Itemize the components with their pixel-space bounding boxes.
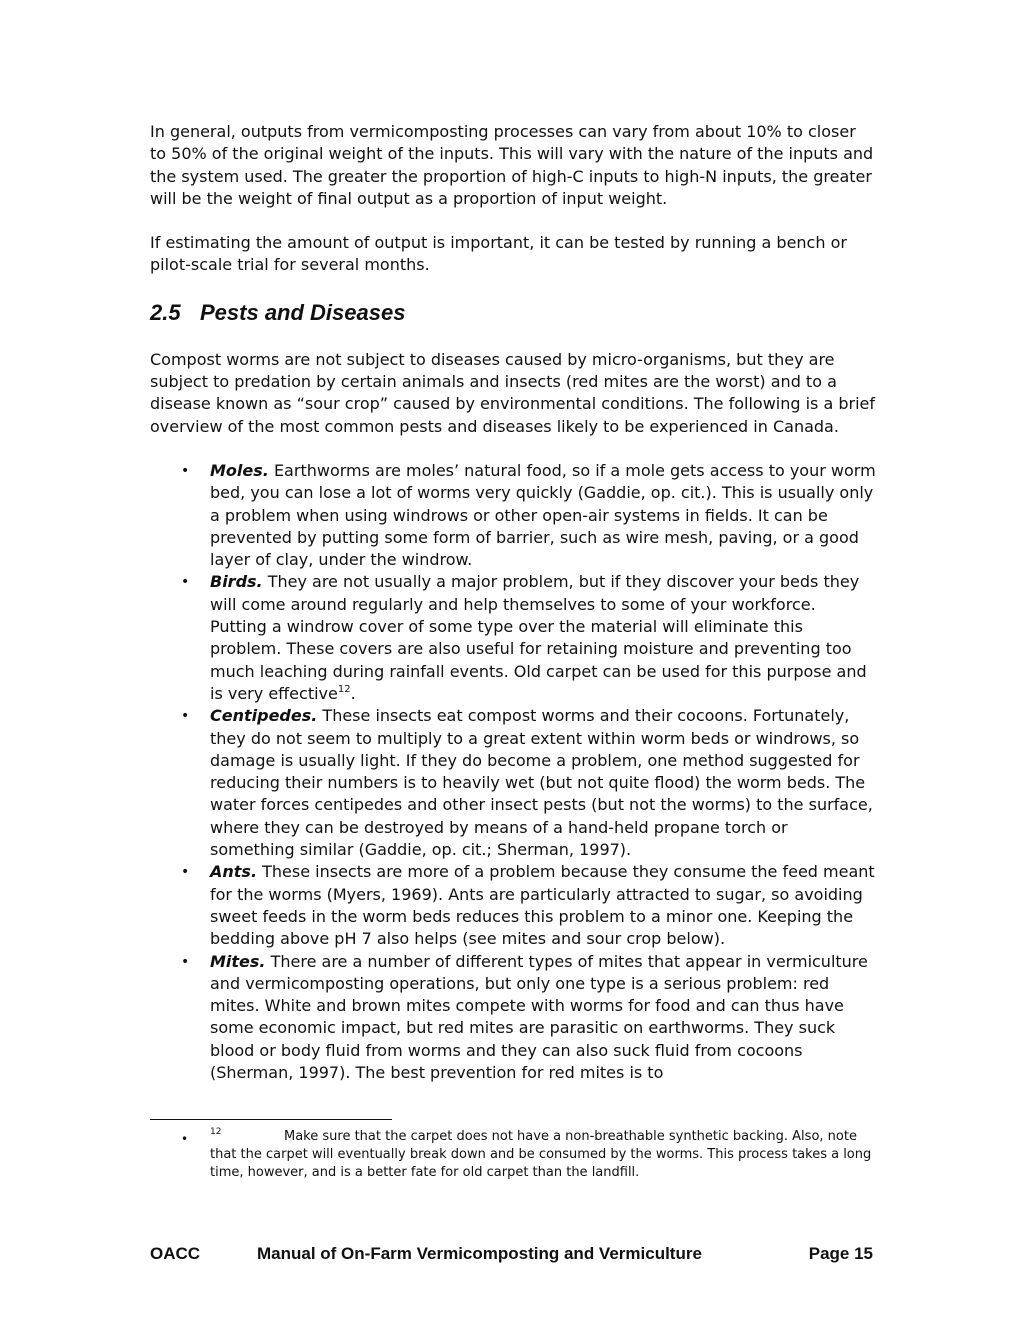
paragraph-pests-intro: Compost worms are not subject to diseases caused by micro-organisms, but they are subject to predation by certain animals and insects (red mites are the worst) and to a disease known as “sour crop” caused by environmental conditions. The following is a brief overview of the most common pests and diseases likely to be experienced in Canada. <box>150 349 876 436</box>
list-item-centipedes <box>150 705 876 861</box>
paragraph-output-variation: In general, outputs from vermicomposting processes can vary from about 10% to closer to 50% of the original weight of the inputs. This will vary with the nature of the inputs and the system used. The greater the proportion of high-C inputs to high-N inputs, the greater will be the weight of final output as a proportion of input weight. <box>150 122 874 208</box>
footnote: • 12 Make sure that the carpet does not have a non-breathable synthetic backing. Also, note that the carpet will eventually break down and be consumed by the worms. This process takes a long time, however, and is a better fate for old carpet than the landfill. <box>181 1127 872 1180</box>
list-item-term: Ants. <box>210 862 258 882</box>
list-item-text: These insects are more of a problem because they consume the feed meant for the worms (Myers, 1969). Ants are particularly attracted to sugar, so avoiding sweet feeds in the worm beds reduces this problem to a minor one. Keeping the bedding above pH 7 also helps (see mites and sour crop below). <box>210 862 875 949</box>
list-item-term: Mites. <box>210 951 266 971</box>
list-item-mites <box>150 951 876 1085</box>
list-item-birds <box>150 571 876 705</box>
list-item-term: Moles. <box>210 460 269 480</box>
list-item-text: They are not usually a major problem, but if they discover your beds they will come around regularly and help themselves to some of your workforce. Putting a windrow cover of some type over the material will eliminate this problem. These covers are also useful for retaining moisture and preventing too much leaching during rainfall events. Old carpet can be used for this purpose and is very effective <box>210 572 867 703</box>
footnote-divider <box>150 1119 392 1120</box>
section-title: Pests and Diseases <box>200 299 406 325</box>
footnote-reference: 12 <box>337 683 351 695</box>
footer-title: Manual of On-Farm Vermicomposting and Vermiculture <box>257 1244 702 1263</box>
bullet-icon: • <box>181 953 190 970</box>
list-item-term: Centipedes. <box>210 706 318 726</box>
section-number: 2.5 <box>150 299 181 325</box>
list-item-text-end: . <box>350 683 356 703</box>
footer-org: OACC <box>150 1244 201 1263</box>
bullet-icon: • <box>181 574 190 591</box>
bullet-icon: • <box>181 708 190 725</box>
list-item-term: Birds. <box>210 572 263 592</box>
footnote-text: Make sure that the carpet does not have a non-breathable synthetic backing. Also, note that the carpet will eventually break down and be consumed by the worms. This process takes a long time, however, and is a better fate for old carpet than the landfill. <box>210 1129 872 1180</box>
bullet-icon: • <box>181 1132 189 1146</box>
bullet-icon: • <box>181 462 190 479</box>
list-item-text: These insects eat compost worms and their cocoons. Fortunately, they do not seem to multiply to a great extent within worm beds or windrows, so damage is usually light. If they do become a problem, one method suggested for reducing their numbers is to heavily wet (but not quite flood) the worm beds. The water forces centipedes and other insect pests (but not the worms) to the surface, where they can be destroyed by means of a hand-held propane torch or something similar (Gaddie, op. cit.; Sherman, 1997). <box>210 706 873 860</box>
bullet-icon: • <box>181 864 190 881</box>
document-body <box>150 121 876 1084</box>
list-item-text: Earthworms are moles’ natural food, so if a mole gets access to your worm bed, you can lose a lot of worms very quickly (Gaddie, op. cit.). This is usually only a problem when using windrows or other open-air systems in fields. It can be prevented by putting some form of barrier, such as wire mesh, paving, or a good layer of clay, under the windrow. <box>210 460 876 570</box>
list-item-moles <box>150 460 876 571</box>
pests-list <box>150 460 876 1084</box>
paragraph-estimating-output: If estimating the amount of output is important, it can be tested by running a bench or pilot-scale trial for several months. <box>150 233 847 275</box>
section-heading <box>150 299 876 327</box>
list-item-text: There are a number of different types of mites that appear in vermiculture and vermicomposting operations, but only one type is a serious problem: red mites. White and brown mites compete with worms for food and can thus have some economic impact, but red mites are parasitic on earthworms. They suck blood or body fluid from worms and they can also suck fluid from cocoons (Sherman, 1997). The best prevention for red mites is to <box>210 951 868 1082</box>
page-number: Page 15 <box>808 1244 873 1263</box>
list-item-ants <box>150 861 876 950</box>
